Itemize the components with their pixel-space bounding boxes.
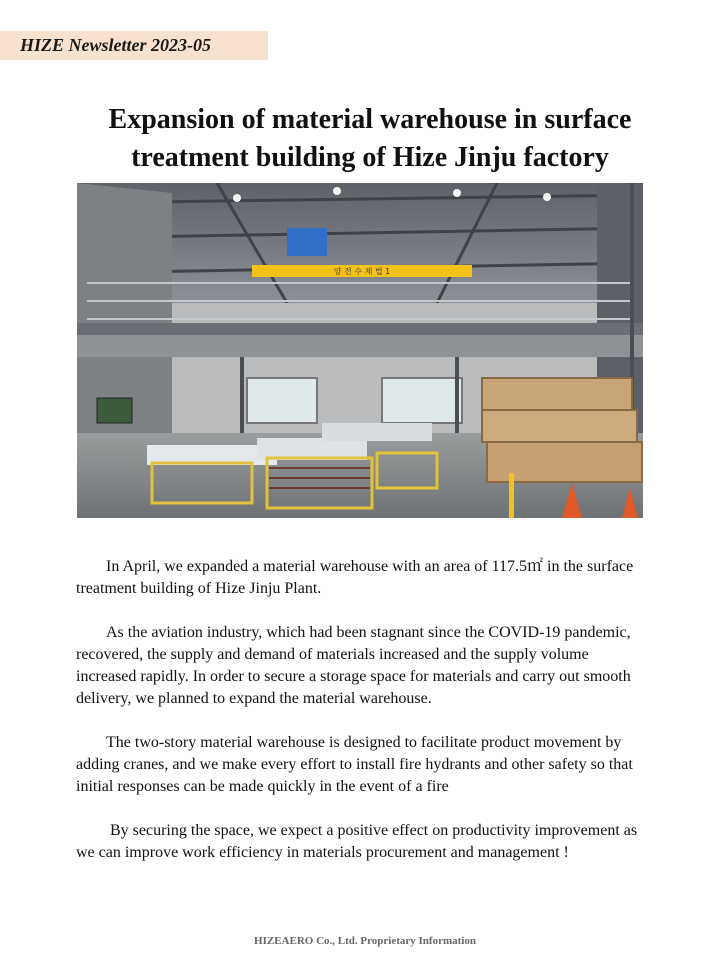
article-title-line-1: Expansion of material warehouse in surface — [108, 104, 632, 135]
crane-sign: 양 전 수 제 법 1 — [333, 267, 391, 276]
paragraph-2-text: As the aviation industry, which had been stagnant since the COVID-19 pandemic, recovered, the supply and demand of materials increased and the supply volume increased rapidly. In order to secure a storage space for materials and carry out smooth delivery, we planned to expand the material warehouse. — [76, 624, 631, 707]
article-title — [40, 101, 700, 177]
paragraph-3-text: The two-story material warehouse is designed to facilitate product movement by adding cranes, and we make every effort to install fire hydrants and other safety so that initial responses can be made quickly in the event of a fire — [76, 734, 633, 795]
warehouse-photo-illustration — [77, 183, 643, 518]
paragraph-1 — [76, 556, 646, 600]
proprietary-footer: HIZEAERO Co., Ltd. Proprietary Information — [254, 935, 476, 947]
paragraph-4 — [76, 820, 646, 864]
wooden-crates — [482, 378, 642, 482]
paragraph-4-text: By securing the space, we expect a positive effect on productivity improvement as we can improve work efficiency in materials procurement and management ! — [76, 822, 638, 861]
crane-hoist — [287, 228, 327, 256]
paragraph-2 — [76, 622, 646, 710]
paragraph-3 — [76, 732, 646, 798]
warehouse-photo — [77, 183, 643, 518]
newsletter-header-tag: HIZE Newsletter 2023-05 — [0, 31, 268, 60]
article-body — [76, 556, 646, 864]
paragraph-1-text: In April, we expanded a material warehouse with an area of 117.5㎡ in the surface treatment building of Hize Jinju Plant. — [76, 558, 634, 597]
article-title-line-2: treatment building of Hize Jinju factory — [131, 142, 609, 173]
